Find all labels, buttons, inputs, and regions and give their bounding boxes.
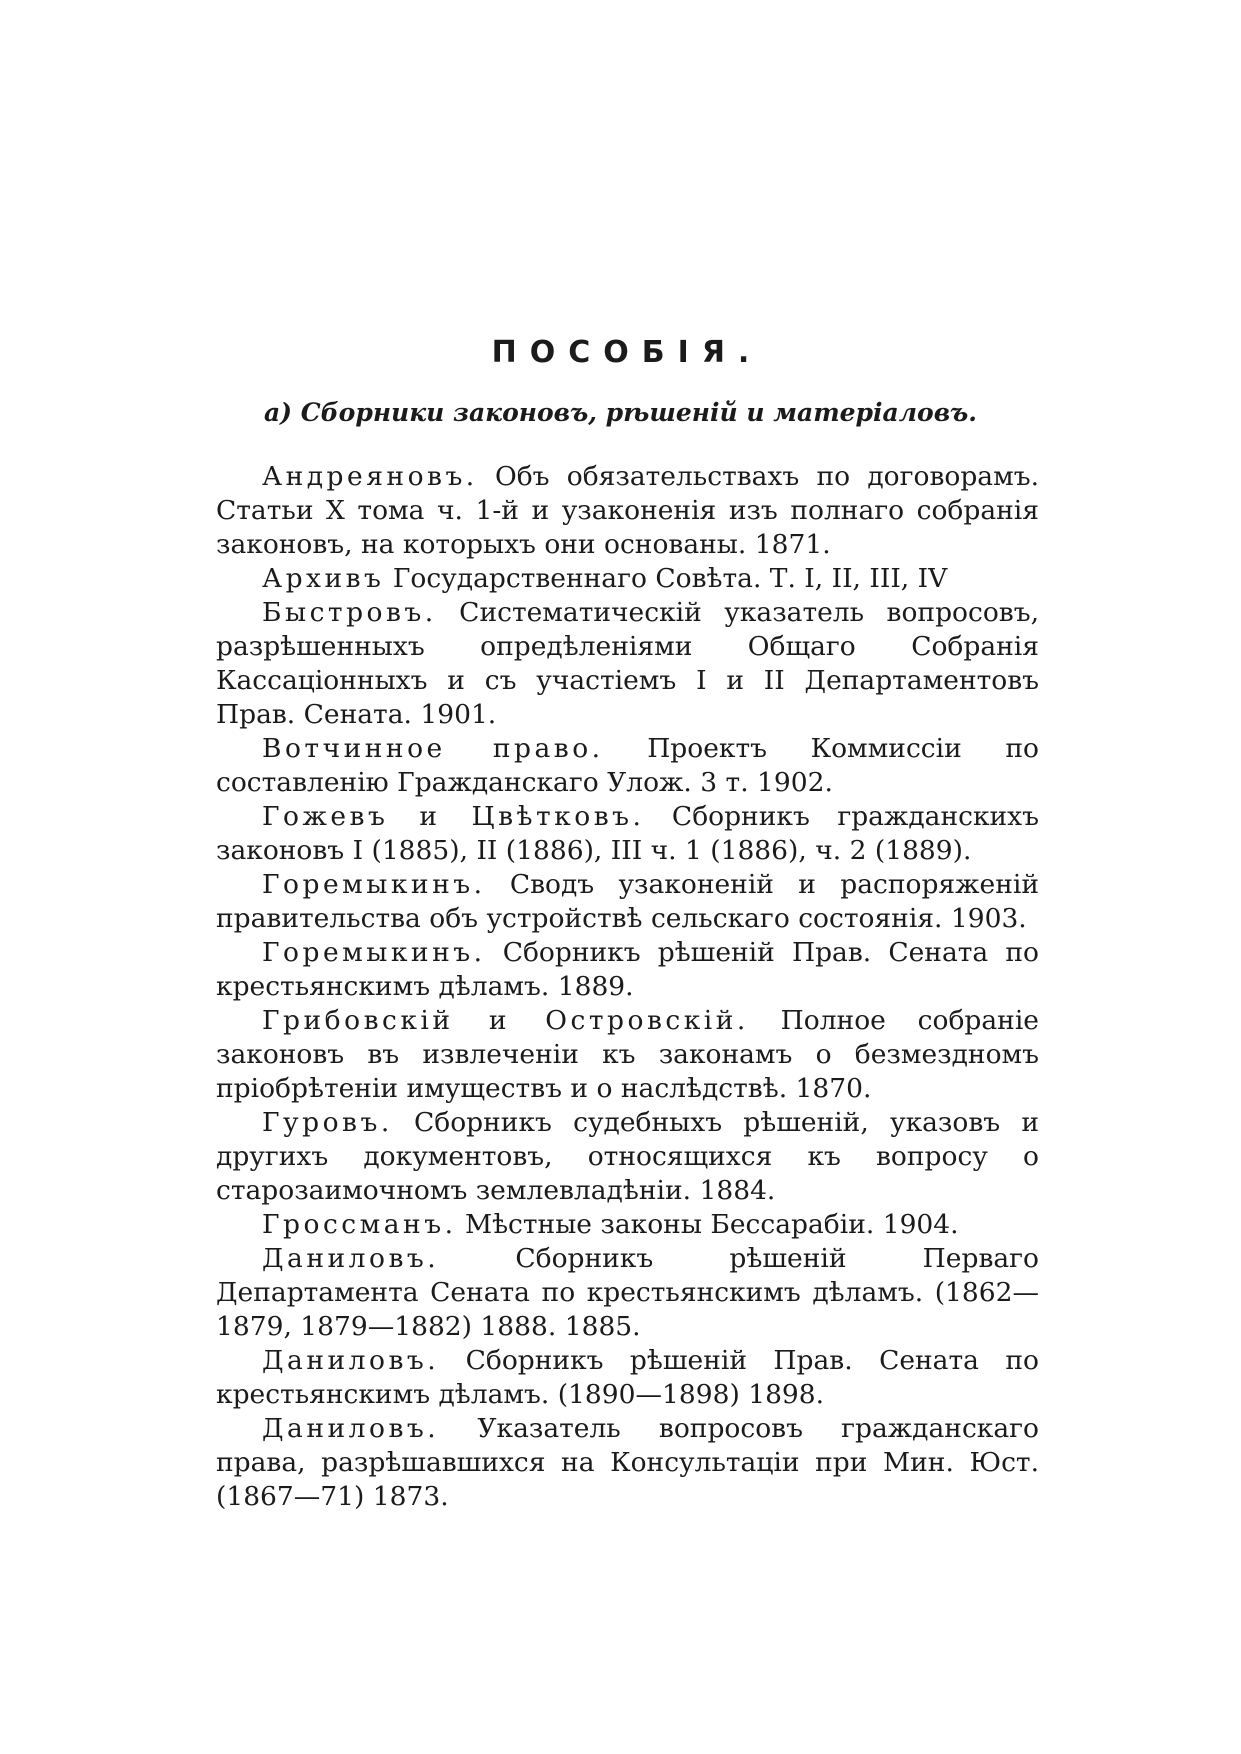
bibliography-entry bbox=[216, 732, 1039, 800]
entry-text: Государственнаго Совѣта. Т. I, II, III, IV bbox=[384, 563, 948, 594]
bibliography-entry bbox=[216, 800, 1039, 868]
entry-text: Сборникъ гражданскихъ законовъ I (1885), II (1886), III ч. 1 (1886), ч. 2 (1889). bbox=[216, 801, 1039, 866]
entry-text: Объ обязательствахъ по договорамъ. Статьи X тома ч. 1-й и узаконенія изъ полнаго собранія законовъ, на которыхъ они основаны. 1871. bbox=[216, 461, 1039, 560]
entry-author: Горемыкинъ. bbox=[262, 869, 486, 900]
entry-text: Проектъ Коммиссіи по составленію Гражданскаго Улож. 3 т. 1902. bbox=[216, 733, 1039, 798]
bibliography-entry bbox=[216, 936, 1039, 1004]
bibliography-entry bbox=[216, 1412, 1039, 1514]
entry-author: Грибовскій и Островскій. bbox=[262, 1005, 749, 1036]
entry-author: Гроссманъ. bbox=[262, 1209, 457, 1240]
bibliography-entry bbox=[216, 1106, 1039, 1208]
bibliography-entry bbox=[216, 562, 1039, 596]
bibliography-entry bbox=[216, 460, 1039, 562]
entry-text: Указатель вопросовъ гражданскаго права, разрѣшавшихся на Консультаціи при Мин. Юст. (1867—71) 1873. bbox=[216, 1413, 1039, 1512]
entry-text: Сводъ узаконеній и распоряженій правительства объ устройствѣ сельскаго состоянія. 1903. bbox=[216, 869, 1039, 934]
entry-text: Сборникъ судебныхъ рѣшеній, указовъ и другихъ документовъ, относящихся къ вопросу о старозаимочномъ землевладѣніи. 1884. bbox=[216, 1107, 1039, 1206]
entry-text: Систематическій указатель вопросовъ, разрѣшенныхъ опредѣленіями Общаго Собранія Кассаціонныхъ и съ участіемъ I и II Департаментовъ Прав. Сената. 1901. bbox=[216, 597, 1039, 730]
bibliography-entry bbox=[216, 868, 1039, 936]
entry-author: Гуровъ. bbox=[262, 1107, 393, 1138]
entry-author: Быстровъ. bbox=[262, 597, 437, 628]
entry-text: Мѣстные законы Бессарабіи. 1904. bbox=[456, 1209, 959, 1240]
bibliography-entry bbox=[216, 1344, 1039, 1412]
bibliography-entry bbox=[216, 1208, 1039, 1242]
page-title: ПОСОБІЯ. bbox=[491, 335, 763, 370]
entry-author: Андреяновъ. bbox=[262, 461, 478, 492]
entry-text: Полное собраніе законовъ въ извлеченіи къ законамъ о безмездномъ пріобрѣтеніи имуществъ и о наслѣдствѣ. 1870. bbox=[216, 1005, 1039, 1104]
entry-author: Гожевъ и Цвѣтковъ. bbox=[262, 801, 645, 832]
bibliography-entry bbox=[216, 596, 1039, 732]
bibliography-entry bbox=[216, 1242, 1039, 1344]
entry-author: Даниловъ. bbox=[262, 1243, 440, 1274]
entry-text: Сборникъ рѣшеній Прав. Сената по крестьянскимъ дѣламъ. 1889. bbox=[216, 937, 1039, 1002]
entry-author: Вотчинное право. bbox=[262, 733, 604, 764]
entry-author: Архивъ bbox=[262, 563, 385, 594]
entry-text: Сборникъ рѣшеній Прав. Сената по крестьянскимъ дѣламъ. (1890—1898) 1898. bbox=[216, 1345, 1039, 1410]
entry-text: Сборникъ рѣшеній Перваго Департамента Сената по крестьянскимъ дѣламъ. (1862—1879, 1879—1882) 1888. 1885. bbox=[216, 1243, 1039, 1342]
entry-author: Горемыкинъ. bbox=[262, 937, 486, 968]
bibliography-entry bbox=[216, 1004, 1039, 1106]
section-subtitle: а) Сборники законовъ, рѣшеній и матеріаловъ. bbox=[263, 398, 978, 427]
bibliography-list bbox=[216, 460, 1039, 1514]
entry-author: Даниловъ. bbox=[262, 1413, 440, 1444]
entry-author: Даниловъ. bbox=[262, 1345, 440, 1376]
